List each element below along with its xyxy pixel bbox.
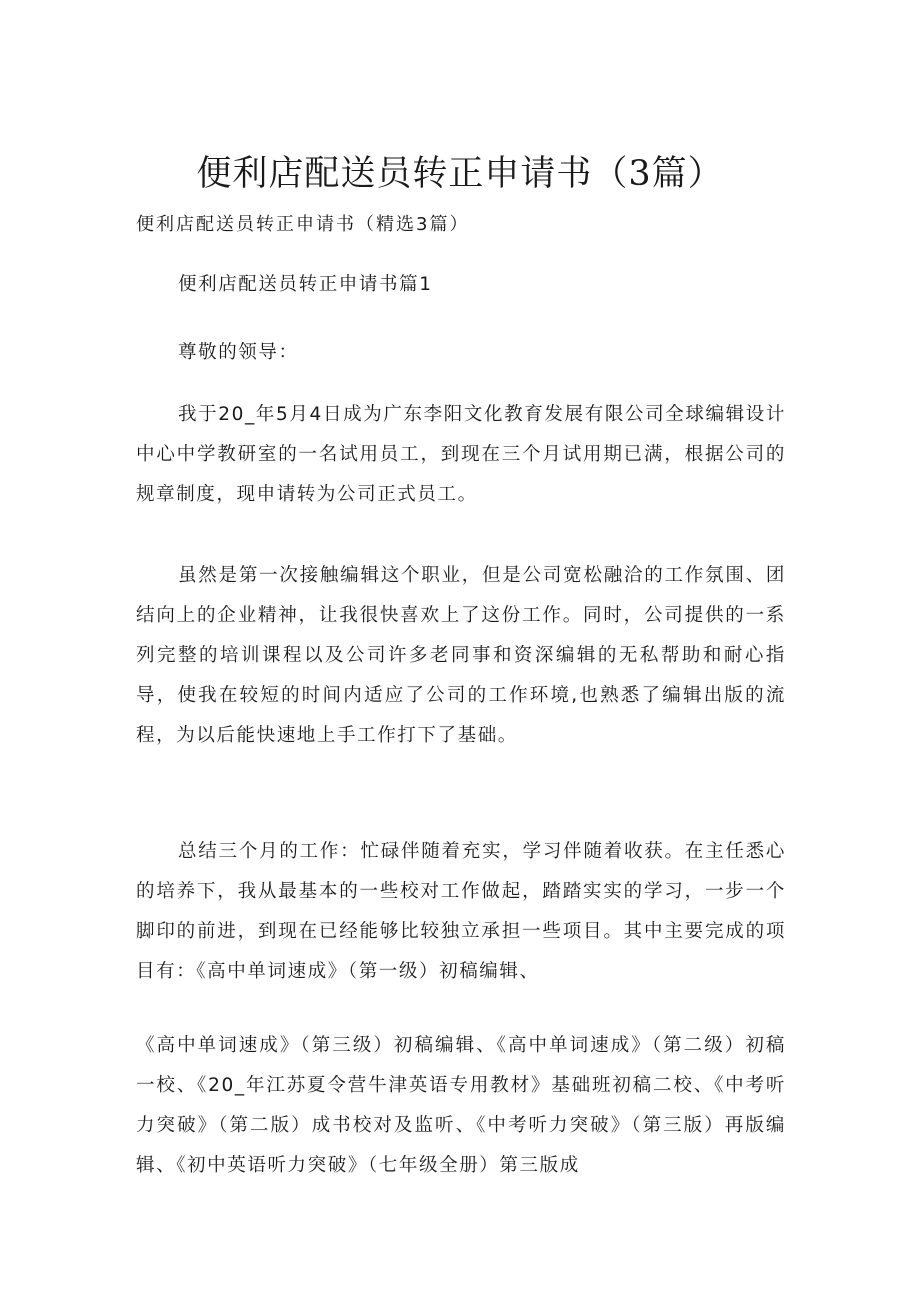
paragraph-2: 虽然是第一次接触编辑这个职业，但是公司宽松融洽的工作氛围、团结向上的企业精神，让我很快喜欢上了这份工作。同时，公司提供的一系列完整的培训课程以及公司许多老同事和资深编辑的无私帮助和耐心指导，使我在较短的时间内适应了公司的工作环境,也熟悉了编辑出版的流程，为以后能快速地上手工作打下了基础。 — [136, 565, 786, 746]
paragraph-1: 我于20_年5月4日成为广东李阳文化教育发展有限公司全球编辑设计中心中学教研室的一名试用员工，到现在三个月试用期已满，根据公司的规章制度，现申请转为公司正式员工。 — [136, 404, 786, 505]
document-subtitle: 便利店配送员转正申请书（精选3篇） — [136, 214, 470, 235]
greeting: 尊敬的领导： — [178, 342, 299, 363]
section-heading: 便利店配送员转正申请书篇1 — [178, 274, 433, 295]
paragraph-3: 总结三个月的工作：忙碌伴随着充实，学习伴随着收获。在主任悉心的培养下，我从最基本的一些校对工作做起，踏踏实实的学习，一步一个脚印的前进，到现在已经能够比较独立承担一些项目。其中主要完成的项目有：《高中单词速成》（第一级）初稿编辑、 — [136, 841, 786, 982]
paragraph-4: 《高中单词速成》（第三级）初稿编辑、《高中单词速成》（第二级）初稿一校、《20_年江苏夏令营牛津英语专用教材》基础班初稿二校、《中考听力突破》（第二版）成书校对及监听、《中考听力突破》（第三版）再版编辑、《初中英语听力突破》（七年级全册）第三版成 — [136, 1035, 786, 1176]
document-title: 便利店配送员转正申请书（3篇） — [196, 154, 724, 194]
